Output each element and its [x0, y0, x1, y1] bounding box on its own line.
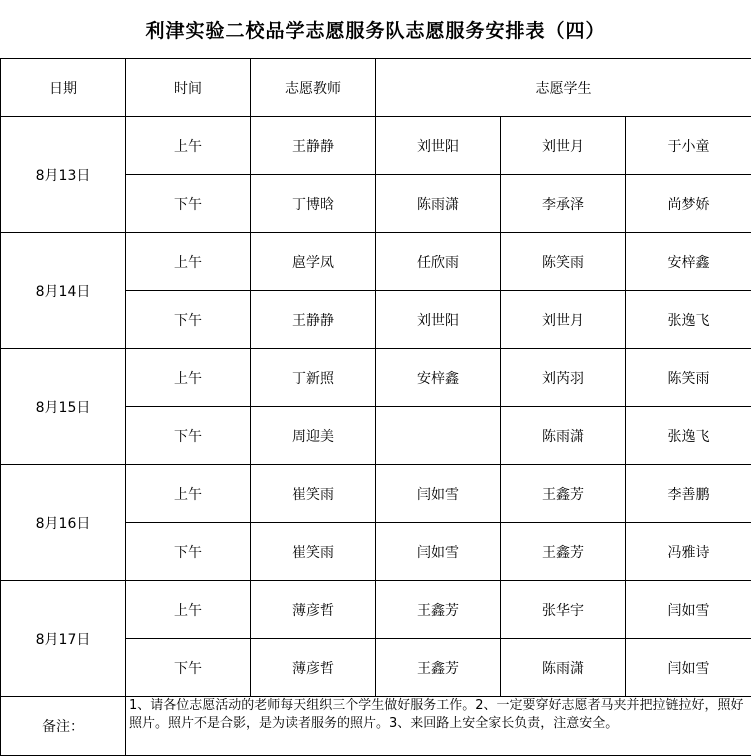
student-cell: 张华宇	[501, 581, 626, 639]
note-text: 1、请各位志愿活动的老师每天组织三个学生做好服务工作。2、一定要穿好志愿者马夹并把拉链拉好，照好照片。照片不是合影，是为读者服务的照片。3、来回路上安全家长负责，注意安全。	[126, 697, 751, 756]
note-row	[1, 697, 751, 756]
teacher-cell: 丁新照	[251, 349, 376, 407]
student-cell	[376, 407, 501, 465]
student-cell: 尚梦娇	[626, 175, 751, 233]
header-row	[1, 59, 751, 117]
student-cell: 李善鹏	[626, 465, 751, 523]
student-cell: 李承泽	[501, 175, 626, 233]
date-cell: 8月15日	[1, 349, 126, 465]
teacher-cell: 崔笑雨	[251, 465, 376, 523]
student-cell: 陈雨潇	[376, 175, 501, 233]
date-cell: 8月17日	[1, 581, 126, 697]
time-cell: 上午	[126, 581, 251, 639]
time-cell: 下午	[126, 639, 251, 697]
student-cell: 陈雨潇	[501, 639, 626, 697]
student-cell: 刘世月	[501, 117, 626, 175]
time-cell: 上午	[126, 233, 251, 291]
student-cell: 冯雅诗	[626, 523, 751, 581]
teacher-cell: 扈学凤	[251, 233, 376, 291]
schedule-table	[0, 58, 751, 756]
student-cell: 闫如雪	[626, 581, 751, 639]
page-title: 利津实验二校品学志愿服务队志愿服务安排表（四）	[0, 0, 751, 58]
table-row	[1, 117, 751, 175]
table-row	[1, 581, 751, 639]
time-cell: 下午	[126, 291, 251, 349]
teacher-cell: 薄彦哲	[251, 581, 376, 639]
time-cell: 上午	[126, 117, 251, 175]
student-cell: 张逸飞	[626, 291, 751, 349]
student-cell: 陈雨潇	[501, 407, 626, 465]
time-cell: 上午	[126, 465, 251, 523]
teacher-cell: 崔笑雨	[251, 523, 376, 581]
time-cell: 下午	[126, 175, 251, 233]
header-time: 时间	[126, 59, 251, 117]
student-cell: 刘世阳	[376, 117, 501, 175]
header-date: 日期	[1, 59, 126, 117]
teacher-cell: 周迎美	[251, 407, 376, 465]
note-label: 备注：	[1, 697, 126, 756]
teacher-cell: 丁博晗	[251, 175, 376, 233]
student-cell: 于小童	[626, 117, 751, 175]
table-row	[1, 349, 751, 407]
time-cell: 下午	[126, 523, 251, 581]
teacher-cell: 王静静	[251, 291, 376, 349]
student-cell: 张逸飞	[626, 407, 751, 465]
student-cell: 闫如雪	[376, 465, 501, 523]
table-row	[1, 465, 751, 523]
table-row	[1, 233, 751, 291]
student-cell: 安梓鑫	[626, 233, 751, 291]
student-cell: 闫如雪	[376, 523, 501, 581]
teacher-cell: 王静静	[251, 117, 376, 175]
time-cell: 上午	[126, 349, 251, 407]
header-students: 志愿学生	[376, 59, 751, 117]
student-cell: 陈笑雨	[626, 349, 751, 407]
student-cell: 王鑫芳	[501, 523, 626, 581]
header-teacher: 志愿教师	[251, 59, 376, 117]
student-cell: 闫如雪	[626, 639, 751, 697]
date-cell: 8月16日	[1, 465, 126, 581]
teacher-cell: 薄彦哲	[251, 639, 376, 697]
student-cell: 刘芮羽	[501, 349, 626, 407]
date-cell: 8月14日	[1, 233, 126, 349]
student-cell: 王鑫芳	[501, 465, 626, 523]
student-cell: 刘世月	[501, 291, 626, 349]
student-cell: 安梓鑫	[376, 349, 501, 407]
student-cell: 陈笑雨	[501, 233, 626, 291]
student-cell: 刘世阳	[376, 291, 501, 349]
student-cell: 王鑫芳	[376, 581, 501, 639]
time-cell: 下午	[126, 407, 251, 465]
date-cell: 8月13日	[1, 117, 126, 233]
student-cell: 王鑫芳	[376, 639, 501, 697]
student-cell: 任欣雨	[376, 233, 501, 291]
